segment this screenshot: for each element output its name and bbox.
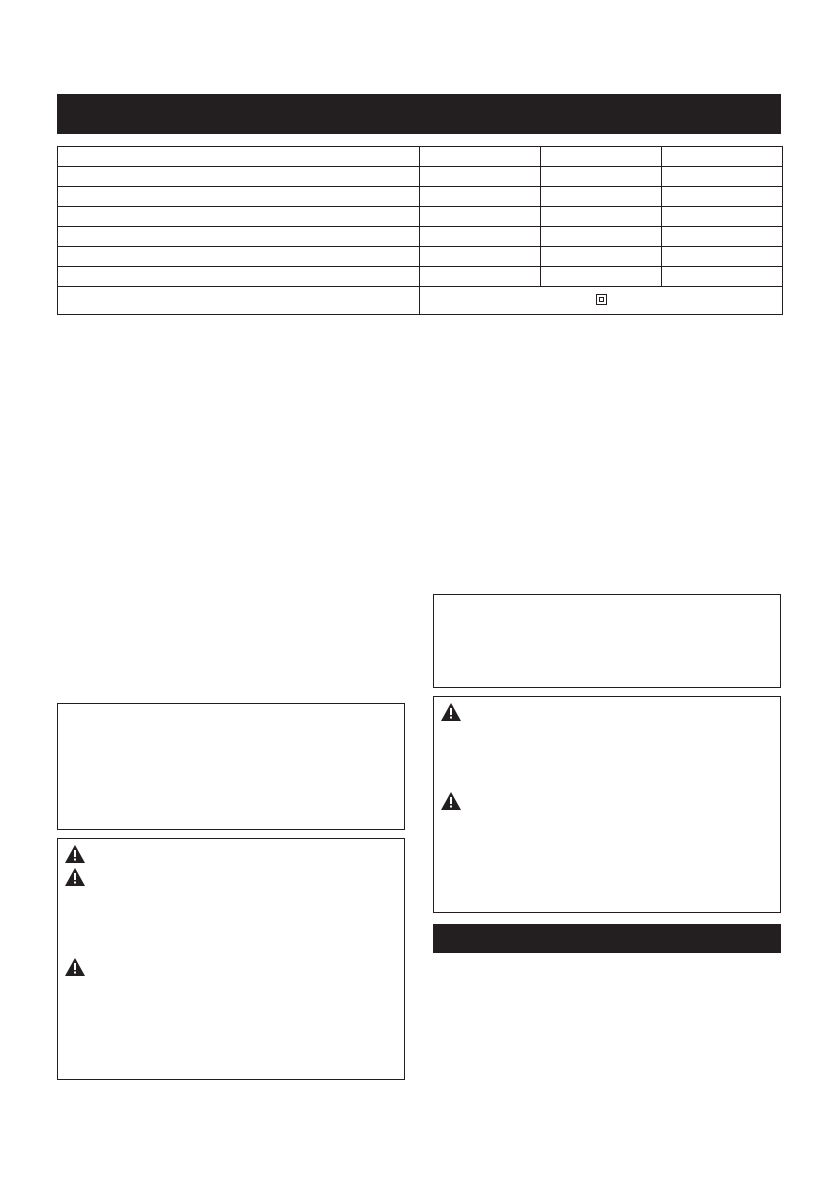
table-cell xyxy=(420,207,541,227)
table-cell xyxy=(420,187,541,207)
warning-box xyxy=(433,696,781,913)
table-row xyxy=(58,247,783,267)
table-cell xyxy=(58,287,420,315)
table-cell xyxy=(662,147,783,167)
table-row xyxy=(58,167,783,187)
note-box xyxy=(57,703,405,830)
table-cell xyxy=(58,207,420,227)
table-cell xyxy=(662,167,783,187)
table-cell xyxy=(420,167,541,187)
section-header-bar xyxy=(57,94,781,134)
warning-box xyxy=(57,838,405,1080)
table-cell-merged xyxy=(420,287,783,315)
table-cell xyxy=(541,227,662,247)
table-cell xyxy=(541,247,662,267)
table-cell xyxy=(58,247,420,267)
table-cell xyxy=(58,167,420,187)
table-row xyxy=(58,147,783,167)
specifications-table xyxy=(57,146,783,315)
table-row xyxy=(58,287,783,315)
table-cell xyxy=(662,187,783,207)
table-cell xyxy=(420,267,541,287)
table-cell xyxy=(662,207,783,227)
section-heading-bar xyxy=(433,924,781,953)
table-row xyxy=(58,207,783,227)
table-cell xyxy=(541,187,662,207)
note-box xyxy=(433,594,781,688)
table-row xyxy=(58,227,783,247)
table-cell xyxy=(662,247,783,267)
table-row xyxy=(58,267,783,287)
table-row xyxy=(58,187,783,207)
table-cell xyxy=(420,227,541,247)
table-cell xyxy=(541,267,662,287)
double-insulation-icon xyxy=(596,294,607,305)
table-cell xyxy=(58,147,420,167)
table-cell xyxy=(58,187,420,207)
table-cell xyxy=(420,147,541,167)
table-cell xyxy=(58,267,420,287)
table-cell xyxy=(541,207,662,227)
table-cell xyxy=(58,227,420,247)
table-cell xyxy=(420,247,541,267)
table-cell xyxy=(662,267,783,287)
table-cell xyxy=(541,147,662,167)
table-cell xyxy=(541,167,662,187)
table-cell xyxy=(662,227,783,247)
